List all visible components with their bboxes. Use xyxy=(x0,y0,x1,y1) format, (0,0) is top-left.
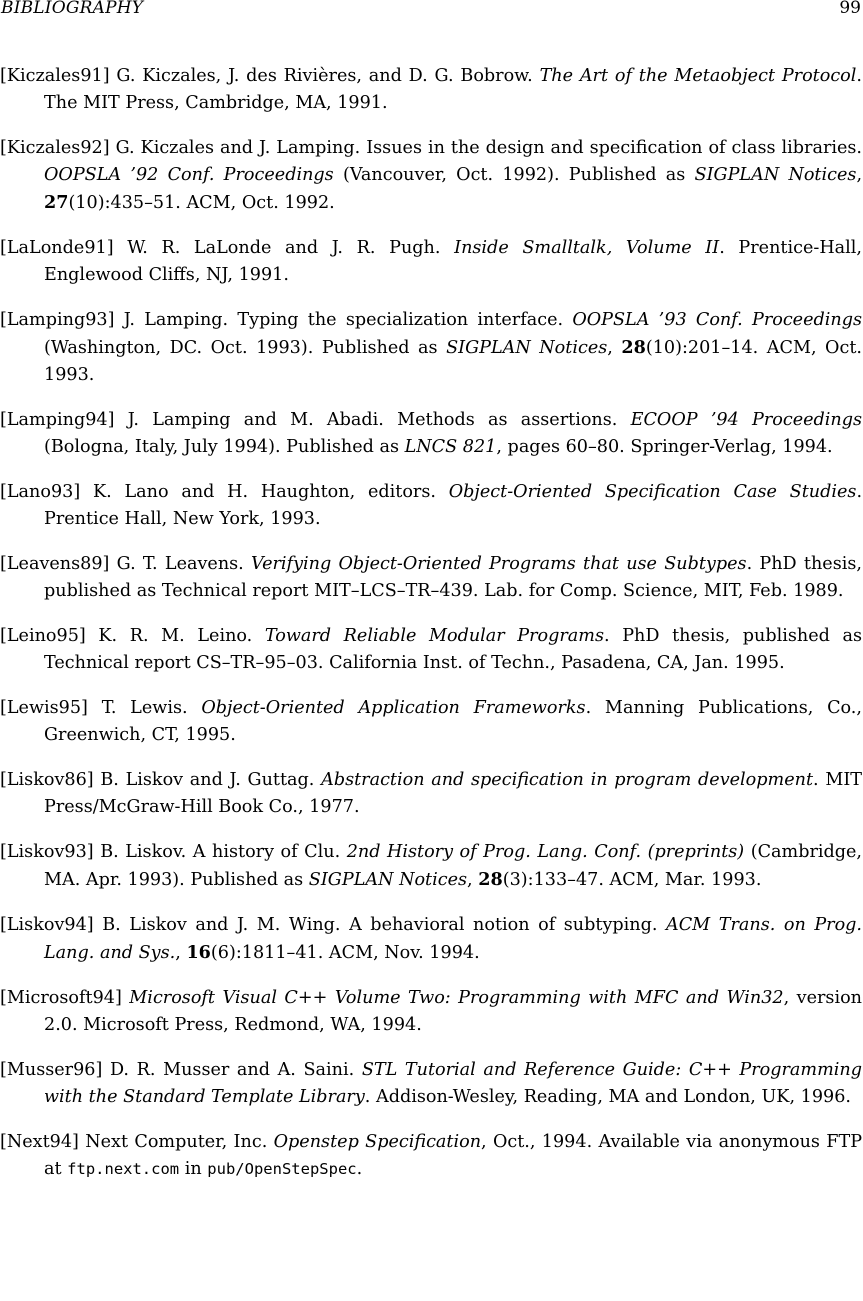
book-title: STL Tutorial and Reference Guide: C++ Programming with the Standard Template Library xyxy=(44,1060,863,1107)
volume: 28 xyxy=(621,337,646,358)
publication-info: . The MIT Press, Cambridge, MA, 1991. xyxy=(44,66,862,113)
connector-text: in xyxy=(184,1159,202,1179)
bib-entry-liskov93: [Liskov93] B. Liskov. A history of Clu. 2nd History of Prog. Lang. Conf. (preprints) (Cambridge, MA. Apr. 1993). Published as SIGPLAN Notices, 28(3):133–47. ACM, Mar. 1993. xyxy=(0,842,863,890)
venue-details: (Bologna, Italy, July 1994). Published as xyxy=(44,437,399,457)
authors: W. R. LaLonde and J. R. Pugh. xyxy=(127,238,441,258)
publication-info: (3):133–47. ACM, Mar. 1993. xyxy=(502,870,762,890)
bib-entry-musser96 xyxy=(0,1057,862,1111)
authors: T. Lewis. xyxy=(101,698,188,718)
document-title: Openstep Specification xyxy=(273,1132,482,1152)
venue: OOPSLA ’92 Conf. Proceedings xyxy=(44,165,334,185)
citation-key: [Liskov93] xyxy=(0,842,94,862)
citation-key: [Liskov86] xyxy=(0,770,94,790)
volume: 16 xyxy=(186,942,211,963)
publication-info: (6):1811–41. ACM, Nov. 1994. xyxy=(210,943,480,963)
journal: SIGPLAN Notices xyxy=(446,338,608,358)
citation-key: [Leavens89] xyxy=(0,554,110,574)
publication-info: . PhD thesis, published as Technical report MIT–LCS–TR–439. Lab. for Comp. Science, MIT, Feb. 1989. xyxy=(44,554,862,601)
citation-key: [Liskov94] xyxy=(0,915,94,935)
citation-key: [Kiczales91] xyxy=(0,66,110,86)
thesis-title: Verifying Object-Oriented Programs that use Subtypes xyxy=(251,554,747,574)
publication-info: . Addison-Wesley, Reading, MA and London, UK, 1996. xyxy=(364,1087,851,1107)
bib-entry-kiczales92: [Kiczales92] G. Kiczales and J. Lamping. Issues in the design and specification of class libraries. OOPSLA ’92 Conf. Proceedings (Vancouver, Oct. 1992). Published as SIGPLAN Notices, 27(10):435–51. ACM, Oct. 1992. xyxy=(0,138,863,213)
bib-entry-next94 xyxy=(0,1129,862,1183)
publication-info: . PhD thesis, published as Technical report CS–TR–95–03. California Inst. of Techn., Pasadena, CA, Jan. 1995. xyxy=(44,626,863,673)
volume: 27 xyxy=(44,192,69,213)
authors: K. R. M. Leino. xyxy=(98,626,253,646)
citation-key: [Microsoft94] xyxy=(0,988,122,1008)
ftp-host: ftp.next.com xyxy=(67,1160,180,1178)
citation-key: [Lewis95] xyxy=(0,698,88,718)
bib-entry-leavens89 xyxy=(0,551,862,605)
authors: D. R. Musser and A. Saini. xyxy=(109,1060,355,1080)
publication-info: , version 2.0. Microsoft Press, Redmond, WA, 1994. xyxy=(44,988,863,1035)
authors: G. Kiczales and J. Lamping. xyxy=(115,138,361,158)
book-title: Object-Oriented Application Frameworks xyxy=(201,698,586,718)
venue: OOPSLA ’93 Conf. Proceedings xyxy=(572,310,863,330)
citation-key: [Kiczales92] xyxy=(0,138,110,158)
bib-entry-lalonde91 xyxy=(0,235,862,289)
bib-entry-lamping93: [Lamping93] J. Lamping. Typing the specialization interface. OOPSLA ’93 Conf. Proceedings (Washington, DC. Oct. 1993). Published as SIGPLAN Notices, 28(10):201–14. ACM, Oct. 1993. xyxy=(0,310,863,385)
publication-info: . Prentice Hall, New York, 1993. xyxy=(44,482,863,529)
volume: 28 xyxy=(478,869,503,890)
authors: Next Computer, Inc. xyxy=(85,1132,268,1152)
bib-entry-leino95 xyxy=(0,623,862,677)
authors: G. T. Leavens. xyxy=(116,554,244,574)
journal: ACM Trans. on Prog. Lang. and Sys. xyxy=(44,915,863,963)
authors: K. Lano and H. Haughton, editors. xyxy=(92,482,436,502)
venue-details: (Vancouver, Oct. 1992). Published as xyxy=(342,165,686,185)
citation-key: [LaLonde91] xyxy=(0,238,114,258)
bib-entry-kiczales91 xyxy=(0,63,862,117)
bib-entry-liskov94: [Liskov94] B. Liskov and J. M. Wing. A behavioral notion of subtyping. ACM Trans. on Prog. Lang. and Sys., 16(6):1811–41. ACM, Nov. 1994. xyxy=(0,915,863,963)
citation-key: [Musser96] xyxy=(0,1060,103,1080)
authors: B. Liskov and J. M. Wing. xyxy=(102,915,341,935)
article-title: A history of Clu. xyxy=(192,842,341,862)
publication-info: . Manning Publications, Co., Greenwich, CT, 1995. xyxy=(44,698,862,745)
thesis-title: Toward Reliable Modular Programs xyxy=(264,626,605,646)
publication-info: . Prentice-Hall, Englewood Cliffs, NJ, 1991. xyxy=(44,238,863,285)
bibliography-list xyxy=(0,63,862,1201)
authors: G. Kiczales, J. des Rivières, and D. G. Bobrow. xyxy=(116,66,533,86)
venue-details: (Washington, DC. Oct. 1993). Published as xyxy=(44,338,438,358)
series: LNCS 821 xyxy=(404,437,497,457)
book-title: The Art of the Metaobject Protocol xyxy=(539,66,857,86)
ftp-path: pub/OpenStepSpec xyxy=(207,1160,357,1178)
bib-entry-lamping94 xyxy=(0,407,862,461)
running-header xyxy=(0,0,863,22)
citation-key: [Lamping94] xyxy=(0,410,115,430)
article-title: Issues in the design and specification of class libraries. xyxy=(366,138,863,158)
article-title: A behavioral notion of subtyping. xyxy=(349,915,658,935)
book-title: Abstraction and specification in program development xyxy=(321,770,814,790)
article-title: Typing the specialization interface. xyxy=(237,310,564,330)
book-title: Object-Oriented Specification Case Studies xyxy=(448,482,857,502)
trailing-punctuation: . xyxy=(356,1159,363,1179)
book-title: Microsoft Visual C++ Volume Two: Programming with MFC and Win32 xyxy=(129,988,784,1008)
bib-entry-liskov86 xyxy=(0,767,862,821)
running-title: BIBLIOGRAPHY xyxy=(1,0,144,18)
publication-info: . MIT Press/McGraw-Hill Book Co., 1977. xyxy=(44,770,863,817)
journal: SIGPLAN Notices xyxy=(308,870,468,890)
citation-key: [Leino95] xyxy=(0,626,86,646)
bib-entry-lano93 xyxy=(0,479,862,533)
authors: B. Liskov and J. Guttag. xyxy=(100,770,315,790)
page-number: 99 xyxy=(839,0,861,18)
publication-info: , pages 60–80. Springer-Verlag, 1994. xyxy=(496,437,833,457)
venue-details: (Cambridge, MA. Apr. 1993). Published as xyxy=(44,842,863,890)
authors: B. Liskov. xyxy=(100,842,187,862)
venue: ECOOP ’94 Proceedings xyxy=(630,410,863,430)
venue: 2nd History of Prog. Lang. Conf. (preprints) xyxy=(346,842,745,862)
bib-entry-lewis95 xyxy=(0,695,862,749)
citation-key: [Next94] xyxy=(0,1132,79,1152)
authors: J. Lamping and M. Abadi. xyxy=(127,410,384,430)
article-title: Methods as assertions. xyxy=(397,410,618,430)
availability-info: , Oct., 1994. Available via anonymous FTP at xyxy=(44,1132,863,1179)
publication-info: (10):201–14. ACM, Oct. 1993. xyxy=(44,338,862,385)
publication-info: (10):435–51. ACM, Oct. 1992. xyxy=(68,193,335,213)
authors: J. Lamping. xyxy=(123,310,229,330)
bib-entry-microsoft94 xyxy=(0,985,862,1039)
journal: SIGPLAN Notices xyxy=(694,165,857,185)
citation-key: [Lamping93] xyxy=(0,310,115,330)
book-title: Inside Smalltalk, Volume II xyxy=(454,238,720,258)
citation-key: [Lano93] xyxy=(0,482,81,502)
